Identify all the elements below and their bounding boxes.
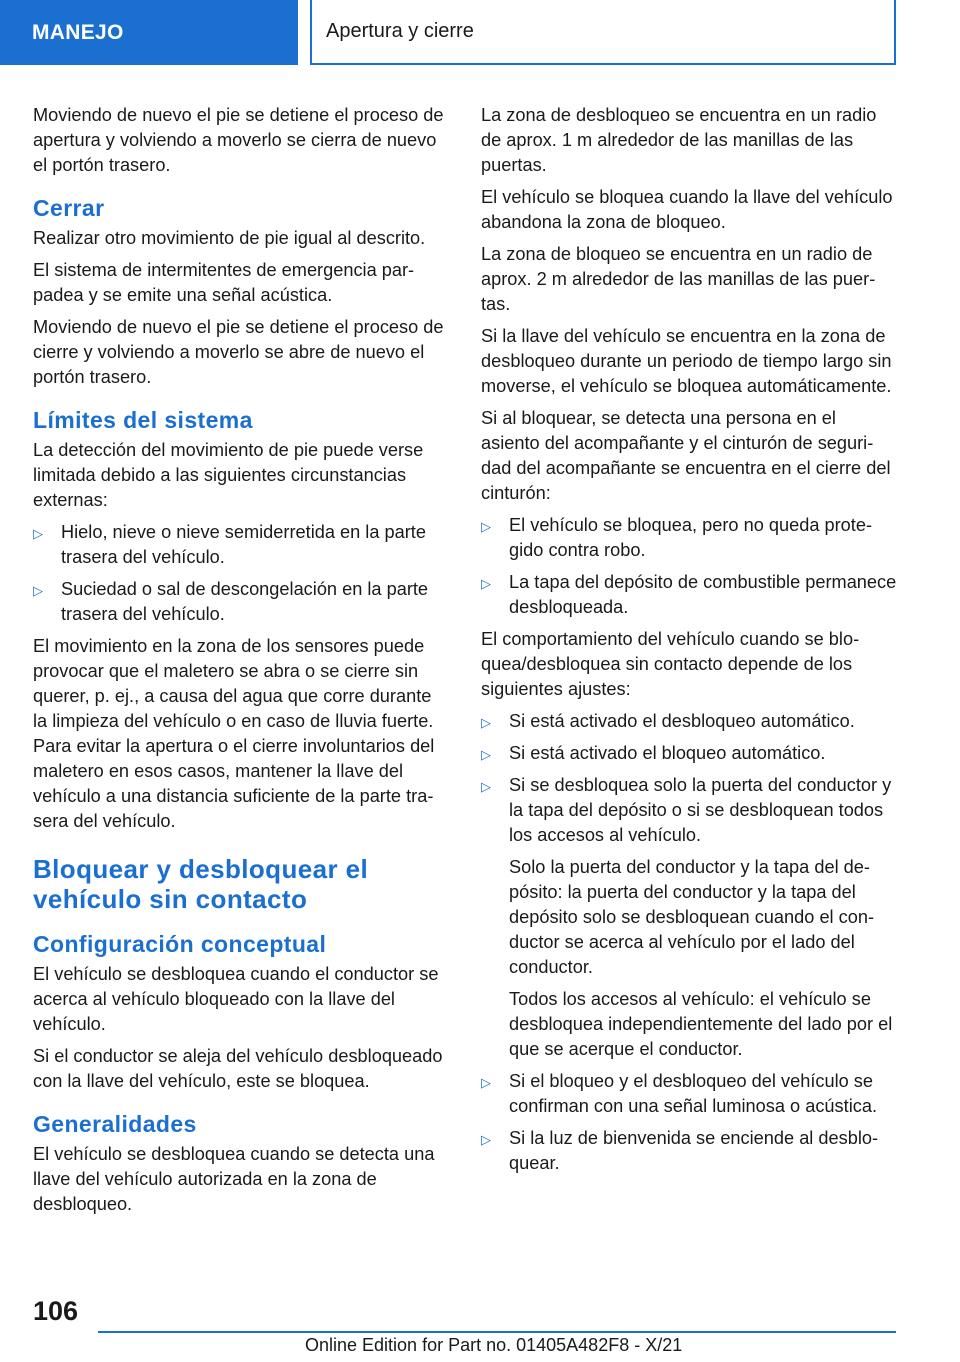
paragraph: El comportamiento del vehículo cuando se bloquea/desbloquea sin contacto depende de los siguientes ajustes: [481,629,860,699]
heading-cerrar: Cerrar [33,195,105,221]
list-item [481,741,897,766]
list-item-text: Si está activado el desbloqueo automático. [509,711,855,731]
page-number: 106 [33,1296,79,1326]
list-item-text: Si está activado el bloqueo automático. [509,743,826,763]
triangle-right-icon: ▷ [481,715,491,730]
triangle-right-icon: ▷ [481,519,491,534]
footer-divider [98,1331,896,1333]
list-item [481,513,897,563]
list-item-text: Hielo, nieve o nieve semiderretida en la parte trasera del vehículo. [61,522,426,567]
triangle-right-icon: ▷ [481,1075,491,1090]
list-item-text: Suciedad o sal de descongelación en la parte trasera del vehículo. [61,579,429,624]
list-item [481,709,897,734]
triangle-right-icon: ▷ [33,583,43,598]
heading-configuracion: Configuración conceptual [33,931,327,957]
paragraph: La zona de desbloqueo se encuentra en un radio de aprox. 1 m alrededor de las manillas de las puertas. [481,105,877,175]
page-header [0,0,960,66]
list-item-subparagraph: Todos los accesos al vehículo: el vehículo se desbloquea independientemente del lado por el que se acerque el conductor. [509,989,893,1059]
list-item [33,577,447,627]
list-item-text: Si se desbloquea solo la puerta del conductor y la tapa del depósito o si se desbloquean todos los accesos al vehículo. [509,775,892,845]
paragraph: Realizar otro movimiento de pie igual al descrito. [33,228,426,248]
triangle-right-icon: ▷ [481,1132,491,1147]
list-item [33,520,447,570]
list-item-text: La tapa del depósito de combustible permanece desbloqueada. [509,572,897,617]
list-item [481,773,897,1062]
paragraph: La detección del movimiento de pie puede verse limitada debido a las siguientes circunstancias externas: [33,440,424,510]
left-column [33,103,447,1224]
list-item-text: Si el bloqueo y el desbloqueo del vehículo se confirman con una señal luminosa o acústica. [509,1071,877,1116]
heading-generalidades: Generalidades [33,1111,197,1137]
list-item [481,1126,897,1176]
paragraph: Moviendo de nuevo el pie se detiene el proceso de cierre y volviendo a moverlo se abre de nuevo el portón trasero. [33,317,444,387]
paragraph: La zona de bloqueo se encuentra en un radio de aprox. 2 m alrededor de las manillas de las puertas. [481,244,876,314]
triangle-right-icon: ▷ [33,526,43,541]
paragraph: El sistema de intermitentes de emergencia parpadea y se emite una señal acústica. [33,260,415,305]
right-column [481,103,897,1183]
paragraph: El vehículo se desbloquea cuando el conductor se acerca al vehículo bloqueado con la llave del vehículo. [33,964,439,1034]
edition-note: Online Edition for Part no. 01405A482F8 - X/21 [305,1335,683,1355]
paragraph: Si el conductor se aleja del vehículo desbloqueado con la llave del vehículo, este se bloquea. [33,1046,443,1091]
list-item [481,1069,897,1119]
list-item-text: Si la luz de bienvenida se enciende al desbloquear. [509,1128,879,1173]
paragraph: El movimiento en la zona de los sensores puede provocar que el maletero se abra o se cierre sin querer, p. ej., a causa del agua que corre durante la limpieza del vehículo o en caso de lluvia fuerte. Para evitar la apertura o el cierre involuntarios del maletero en esos casos, mantener la llave del vehículo a una distancia suficiente de la parte trasera del vehículo. [33,636,435,831]
list-item [481,570,897,620]
heading-bloquear: Bloquear y desbloquear el vehículo sin contacto [33,854,369,914]
list-item-text: El vehículo se bloquea, pero no queda protegido contra robo. [509,515,873,560]
bullet-list [481,513,897,620]
paragraph: El vehículo se bloquea cuando la llave del vehículo abandona la zona de bloqueo. [481,187,893,232]
bullet-list [481,709,897,1176]
bullet-list [33,520,447,627]
triangle-right-icon: ▷ [481,779,491,794]
section-tab: MANEJO [0,0,298,65]
paragraph: Moviendo de nuevo el pie se detiene el proceso de apertura y volviendo a moverlo se cierra de nuevo el portón trasero. [33,105,444,175]
triangle-right-icon: ▷ [481,747,491,762]
triangle-right-icon: ▷ [481,576,491,591]
paragraph: El vehículo se desbloquea cuando se detecta una llave del vehículo autorizada en la zona de desbloqueo. [33,1144,435,1214]
paragraph: Si la llave del vehículo se encuentra en la zona de desbloqueo durante un periodo de tiempo largo sin moverse, el vehículo se bloquea automáticamente. [481,326,892,396]
paragraph: Si al bloquear, se detecta una persona en el asiento del acompañante y el cinturón de seguridad del acompañante se encuentra en el cierre del cinturón: [481,408,891,503]
chapter-title: Apertura y cierre [310,0,896,65]
list-item-subparagraph: Solo la puerta del conductor y la tapa del depósito: la puerta del conductor y la tapa del depósito solo se desbloquean cuando el conductor se acerca al vehículo por el lado del conductor. [509,857,875,977]
heading-limites: Límites del sistema [33,407,253,433]
